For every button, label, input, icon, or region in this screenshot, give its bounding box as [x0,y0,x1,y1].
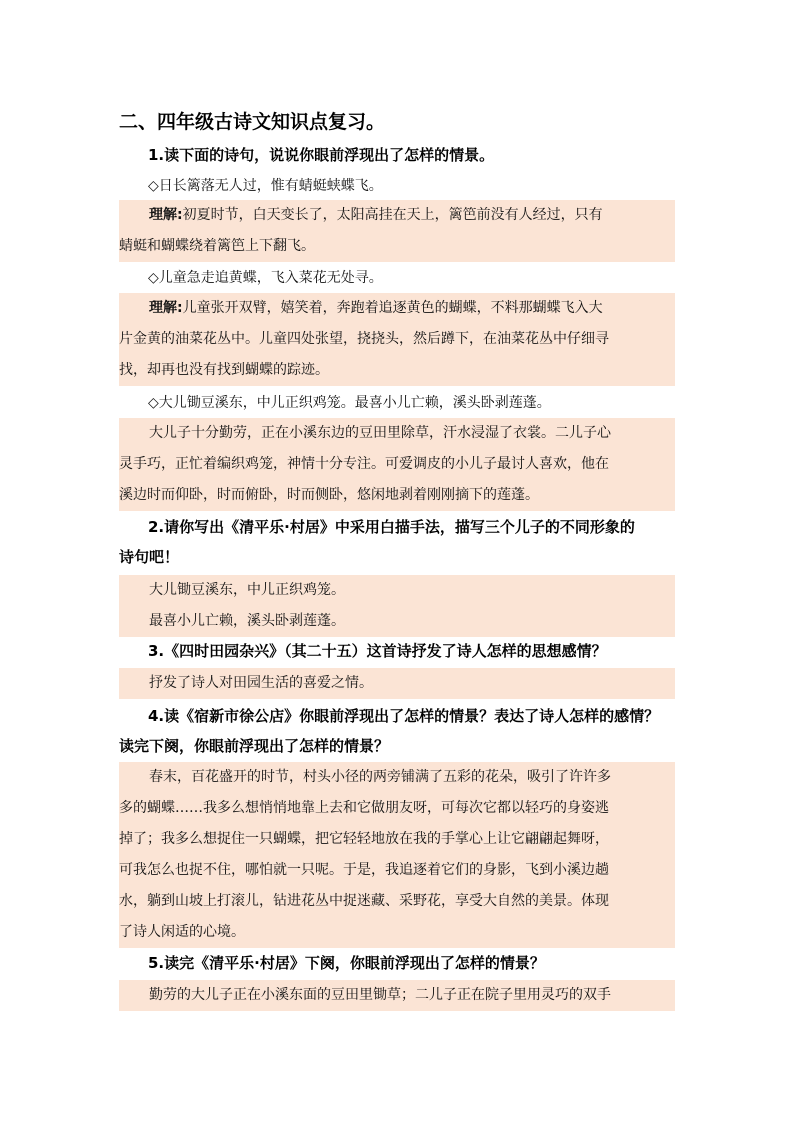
verse-1 [119,171,679,201]
answer-line: 了诗人闲适的心境。 [119,924,245,940]
answer-line: 溪边时而仰卧，时而俯卧，时而侧卧，悠闲地剥着刚刚摘下的莲蓬。 [119,487,539,503]
question-5-text: 5.读完《清平乐·村居》下阕，你眼前浮现出了怎样的情景？ [148,954,545,972]
question-2-text: 2.请你写出《清平乐·村居》中采用白描手法，描写三个儿子的不同形象的 [148,518,635,536]
answer-line: 水，躺到山坡上打滚儿，钻进花丛中捉迷藏、采野花，享受大自然的美景。体现 [119,893,609,909]
verse-3-text: ◇大儿锄豆溪东，中儿正织鸡笼。最喜小儿亡赖，溪头卧剥莲蓬。 [148,395,551,411]
question-2-line: 诗句吧！ [119,548,180,566]
question-4-text: 4.读《宿新市徐公店》你眼前浮现出了怎样的情景？表达了诗人怎样的感情？ [148,707,660,725]
answer-box-q3 [119,668,675,699]
section-title: 二、四年级古诗文知识点复习。 [119,111,386,133]
verse-2 [119,263,679,293]
answer-line: 抒发了诗人对田园生活的喜爱之情。 [149,675,373,691]
answer-line: 多的蝴蝶……我多么想悄悄地靠上去和它做朋友呀，可每次它都以轻巧的身姿逃 [119,800,609,816]
verse-2-text: ◇儿童急走追黄蝶，飞入菜花无处寻。 [148,270,383,286]
question-5 [119,948,679,978]
answer-box-3 [119,418,675,511]
question-2-line [119,512,679,542]
answer-line: 最喜小儿亡赖，溪头卧剥莲蓬。 [149,613,345,629]
answer-line: 蜻蜓和蝴蝶绕着篱笆上下翻飞。 [119,238,315,254]
answer-text: 初夏时节，白天变长了，太阳高挂在天上，篱笆前没有人经过，只有 [182,207,603,223]
question-3-text: 3.《四时田园杂兴》（其二十五）这首诗抒发了诗人怎样的思想感情？ [148,642,607,660]
answer-box-q4 [119,762,675,948]
answer-text: 儿童张开双臂，嬉笑着，奔跑着追逐黄色的蝴蝶，不料那蝴蝶飞入大 [182,300,603,316]
answer-line [119,293,675,324]
question-1-text: 1.读下面的诗句，说说你眼前浮现出了怎样的情景。 [148,146,495,164]
answer-line: 春末，百花盛开的时节，村头小径的两旁铺满了五彩的花朵，吸引了许许多 [149,769,611,785]
question-4-line: 读完下阕，你眼前浮现出了怎样的情景？ [119,737,390,755]
answer-box-1 [119,200,675,262]
question-1 [119,140,679,170]
question-3 [119,636,679,666]
verse-1-text: ◇日长篱落无人过，惟有蜻蜓蛱蝶飞。 [148,178,383,194]
answer-box-q2 [119,575,675,637]
answer-line: 找，却再也没有找到蝴蝶的踪迹。 [119,362,329,378]
answer-line: 可我怎么也捉不住，哪怕就一只呢。于是，我追逐着它们的身影，飞到小溪边趟 [119,862,609,878]
question-2 [119,512,679,572]
answer-line: 勤劳的大儿子正在小溪东面的豆田里锄草；二儿子正在院子里用灵巧的双手 [149,987,611,1003]
answer-box-2 [119,293,675,386]
question-4 [119,701,679,761]
answer-line: 大儿锄豆溪东，中儿正织鸡笼。 [149,582,345,598]
answer-box-q5 [119,980,675,1011]
answer-line: 掉了；我多么想捉住一只蝴蝶，把它轻轻地放在我的手掌心上让它翩翩起舞呀， [119,831,609,847]
verse-3 [119,388,679,418]
answer-line: 片金黄的油菜花丛中。儿童四处张望，挠挠头，然后蹲下，在油菜花丛中仔细寻 [119,331,609,347]
answer-label: 理解: [149,207,183,223]
answer-label: 理解: [149,300,183,316]
question-4-line [119,701,679,731]
answer-line: 灵手巧，正忙着编织鸡笼，神情十分专注。可爱调皮的小儿子最讨人喜欢，他在 [119,456,609,472]
answer-line [119,200,675,231]
answer-line: 大儿子十分勤劳，正在小溪东边的豆田里除草，汗水浸湿了衣裳。二儿子心 [149,425,611,441]
